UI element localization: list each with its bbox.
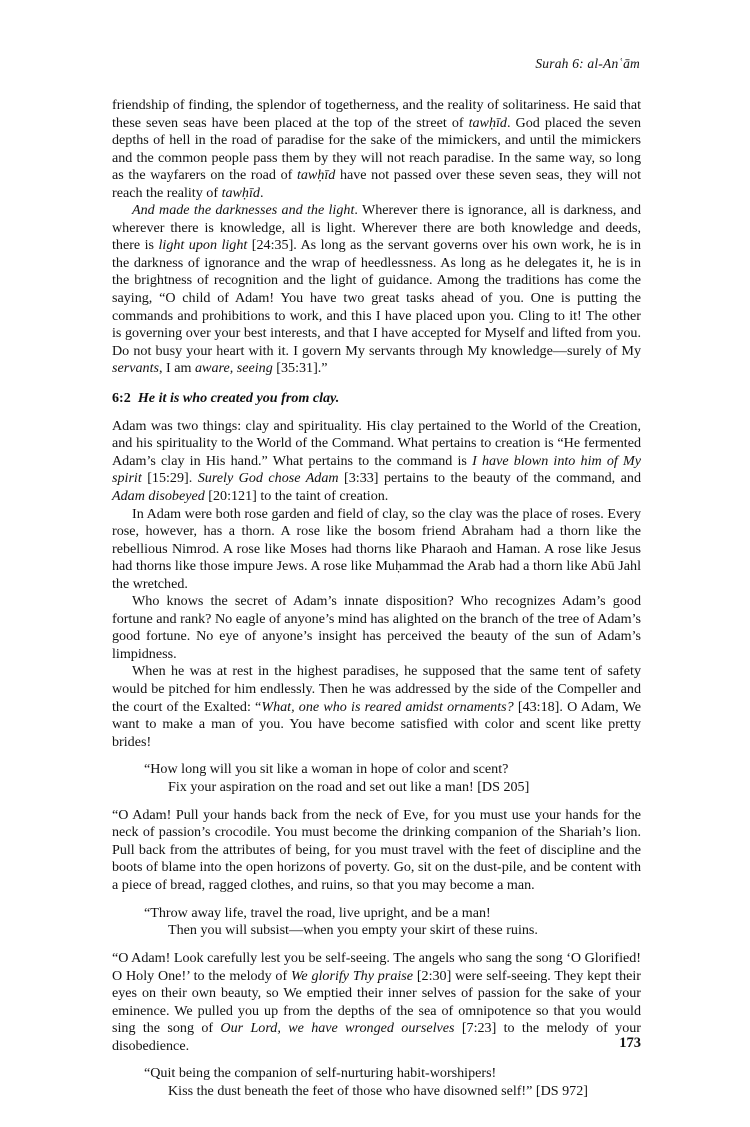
paragraph-5: Who knows the secret of Adam’s innate disposition? Who recognizes Adam’s good fortune and rank? No eagle of anyone’s mind has alighted on the branch of the tree of Adam’s good fortune. No eye of anyone’s insight has perceived the beauty of the sun of Adam’s limpidness. <box>112 593 641 662</box>
poem-3-line-2: Kiss the dust beneath the feet of those who have disowned self!” [DS 972] <box>168 1083 588 1100</box>
paragraph-4: In Adam were both rose garden and field of clay, so the clay was the place of roses. Every rose, however, has a thorn. A rose like the bosom friend Abraham had a thorn like the rebellious Nimrod. A rose like Moses had thorns like Pharaoh and Haman. A rose like Jesus had thorns like those impure Jews. A rose like Muḥammad the Arab had a thorn like Abū Jahl the wretched. <box>112 505 641 592</box>
poem-2-line-2: Then you will subsist—when you empty your skirt of these ruins. <box>168 922 538 939</box>
paragraph-1-text-d: . <box>259 184 264 201</box>
paragraph-7: “O Adam! Pull your hands back from the neck of Eve, for you must use your hands for the neck of passion’s crocodile. You must become the drinking companion of the Shariah’s lion. Pull back from the attributes of being, for you must travel with the feet of discipline and the boots of blame into the open horizons of poverty. Go, sit on the dust-pile, and be content with a piece of bread, ragged clothes, and ruins, so that you may become a man. <box>112 806 641 893</box>
page-number: 173 <box>619 1035 641 1051</box>
paragraph-3-text-c: [3:33] pertains to the beauty of the command, and <box>338 470 641 487</box>
poem-block-2 <box>112 905 641 941</box>
paragraph-2-italic-4: aware, seeing <box>195 360 273 377</box>
paragraph-2 <box>112 202 641 377</box>
paragraph-2-text-c: , I am <box>158 360 195 377</box>
paragraph-2-text-a: . Wherever there is ignorance, all is darkness, and wherever there is knowledge, all is light. Wherever there are both knowledge and deeds, there is <box>112 202 641 254</box>
paragraph-3-italic-1: I have blown into him of My spirit <box>112 452 641 487</box>
paragraph-6-text-a: When he was at rest in the highest paradises, he supposed that the same tent of safety would be pitched for him endlessly. Then he was addressed by the side of the Compeller and the court of the Exalted: “ <box>112 663 641 715</box>
verse-heading <box>112 390 641 408</box>
paragraph-3-text-a: Adam was two things: clay and spirituality. His clay pertained to the World of the Creation, and his spirituality to the World of the Command. What pertains to creation is “He fermented Adam’s clay in His hand.” What pertains to the command is <box>112 417 641 469</box>
poem-1-line-1: “How long will you sit like a woman in hope of color and scent? <box>144 761 509 778</box>
paragraph-3-text-b: [15:29]. <box>141 470 198 487</box>
paragraph-3-text-d: [20:121] to the taint of creation. <box>204 487 389 504</box>
paragraph-1-text-b: . God placed the seven depths of hell in the road of paradise for the sake of the mimickers, and until the mimickers and the common people pass them by they will not reach paradise. In the same way, so long as the wayfarers on the road of <box>112 114 641 184</box>
paragraph-2-text-b: [24:35]. As long as the servant governs over his own work, he is in the darkness of ignorance and the wrap of heedlessness. As long as he delegates it, he is in the brightness of recognition and the light of guidance. Among the traditions has come the saying, “O child of Adam! You have two great tasks ahead of you. One is putting the commands and prohibitions to work, and this I have placed upon you. Cling to it! The other is governing over your best interests, and that I have accepted for Myself and lifted from you. Do not busy your heart with it. I govern My servants through My knowledge—surely of My <box>112 237 641 359</box>
page-body <box>112 97 641 1111</box>
poem-2-line-1: “Throw away life, travel the road, live upright, and be a man! <box>144 904 491 921</box>
verse-number: 6:2 <box>112 390 131 407</box>
paragraph-2-italic-2: light upon light <box>158 237 248 254</box>
poem-block-3 <box>112 1065 641 1101</box>
paragraph-8-italic-2: Our Lord, we have wronged ourselves <box>220 1020 455 1037</box>
paragraph-6 <box>112 663 641 751</box>
paragraph-8-text-a: “O Adam! Look carefully lest you be self-seeing. The angels who sang the song ‘O Glorified! O Holy One!’ to the melody of <box>112 950 641 984</box>
paragraph-1 <box>112 97 641 202</box>
paragraph-1-italic-2: tawḥīd <box>296 167 336 184</box>
paragraph-8-text-c: [7:23] to the melody of your disobedience. <box>112 1020 641 1054</box>
paragraph-1-text-c: have not passed over these seven seas, they will not reach the reality of <box>112 167 642 201</box>
paragraph-3 <box>112 418 641 506</box>
paragraph-2-text-d: [35:31].” <box>272 360 328 377</box>
paragraph-1-italic-3: tawḥīd <box>221 184 260 201</box>
poem-3-line-1: “Quit being the companion of self-nurturing habit-worshipers! <box>144 1065 497 1082</box>
paragraph-1-italic-1: tawḥīd <box>468 114 507 131</box>
paragraph-8-italic-1: We glorify Thy praise <box>290 967 414 984</box>
paragraph-1-text-a: friendship of finding, the splendor of togetherness, and the reality of solitariness. He said that these seven seas have been placed at the top of the street of <box>112 97 641 131</box>
paragraph-2-italic-3: servants <box>112 360 159 377</box>
paragraph-3-italic-2: Surely God chose Adam <box>197 470 339 487</box>
paragraph-6-text-b: [43:18]. O Adam, We want to make a man of you. You have become satisfied with color and scent like pretty brides! <box>112 698 642 750</box>
paragraph-3-italic-3: Adam disobeyed <box>112 487 205 504</box>
running-head: Surah 6: al-Anʿām <box>535 56 640 71</box>
poem-block-1 <box>112 761 641 797</box>
verse-text: He it is who created you from clay. <box>137 390 340 407</box>
paragraph-2-italic-1: And made the darknesses and the light <box>132 202 355 219</box>
paragraph-8-text-b: [2:30] were self-seeing. They kept their eyes on their own beauty, so We emptied their inner selves of passion for the sake of your eminence. We pulled you up from the depths of the sea of omnipotence so that you would sing the song of <box>112 967 642 1037</box>
poem-1-line-2: Fix your aspiration on the road and set out like a man! [DS 205] <box>168 778 530 795</box>
paragraph-6-italic-1: What, one who is reared amidst ornaments? <box>261 698 514 715</box>
